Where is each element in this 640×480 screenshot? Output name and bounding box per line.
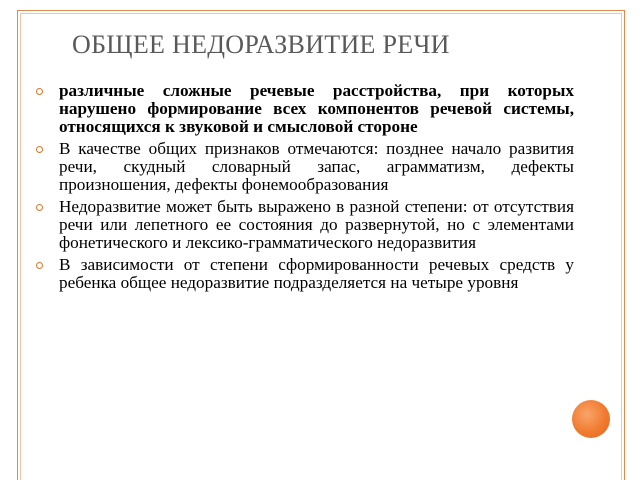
circle-bullet-icon xyxy=(36,262,43,269)
slide-content xyxy=(36,82,574,296)
bullet-list xyxy=(36,82,574,292)
bullet-item xyxy=(36,198,574,252)
bullet-text: В зависимости от степени сформированности речевых средств у ребенка общее недоразвитие подразделяется на четыре уровня xyxy=(59,255,574,292)
bullet-item xyxy=(36,140,574,194)
bullet-item xyxy=(36,82,574,136)
bullet-text: В качестве общих признаков отмечаются: позднее начало развития речи, скудный словарный запас, аграмматизм, дефекты произношения, дефекты фонемообразования xyxy=(59,139,574,194)
circle-bullet-icon xyxy=(36,146,43,153)
bullet-text: различные сложные речевые расстройства, при которых нарушено формирование всех компонентов речевой системы, относящихся к звуковой и смысловой стороне xyxy=(59,81,574,136)
circle-bullet-icon xyxy=(36,88,43,95)
bullet-item xyxy=(36,256,574,292)
slide-title: ОБЩЕЕ НЕДОРАЗВИТИЕ РЕЧИ xyxy=(72,30,450,59)
circle-bullet-icon xyxy=(36,204,43,211)
decorative-orange-circle xyxy=(572,400,610,438)
bullet-text: Недоразвитие может быть выражено в разной степени: от отсутствия речи или лепетного ее состояния до развернутой, но с элементами фонетического и лексико-грамматического недоразвития xyxy=(59,197,574,252)
